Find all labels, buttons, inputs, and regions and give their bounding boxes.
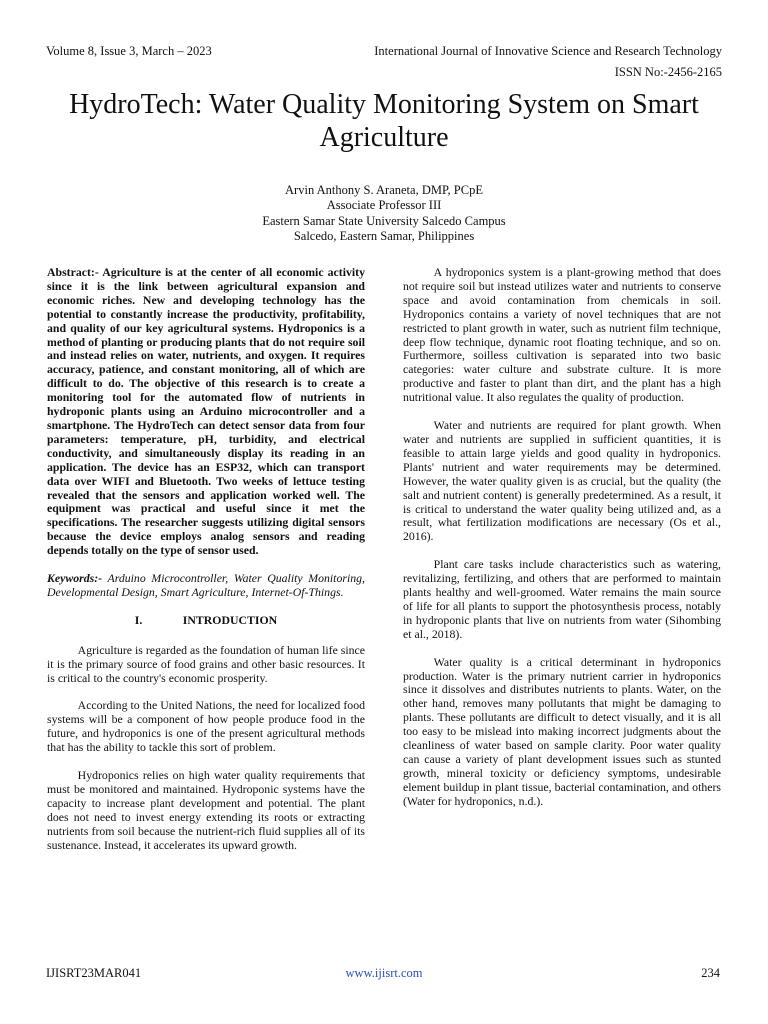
- left-column: [47, 266, 365, 867]
- keywords-label: Keywords:-: [47, 571, 103, 586]
- keywords-text: Arduino Microcontroller, Water Quality Monitoring, Developmental Design, Smart Agriculture, Internet-Of-Things.: [47, 571, 365, 599]
- body-paragraph: Water and nutrients are required for plant growth. When water and nutrients are supplied in sufficient quantities, it is feasible to attain large yields and good quality in hydroponics. Plants' nutrient and water requirements may be determined. However, the water quality given is as crucial, but the quality (the salt and nutrient content) is generally predetermined. As a result, it is critical to understand the water quality being utilized and, as a result, what fertilization modifications are necessary (Os et al., 2016).: [403, 418, 721, 544]
- body-paragraph: Hydroponics relies on high water quality requirements that must be monitored and maintained. Hydroponic systems have the capacity to increase plant development and potential. The plant does not need to invest energy extending its roots or extracting nutrients from soil because the nutrient-rich fluid supplies all of its sustenance. Instead, it accelerates its upward growth.: [47, 768, 365, 852]
- author-block: [100, 183, 668, 245]
- author-position: Associate Professor III: [326, 198, 442, 213]
- page-number: 234: [701, 966, 720, 980]
- abstract: [47, 266, 365, 558]
- section-title: INTRODUCTION: [182, 612, 278, 627]
- journal-volume: Volume 8, Issue 3, March ‒ 2023: [46, 44, 212, 58]
- website-link[interactable]: www.ijisrt.com: [345, 966, 423, 980]
- abstract-label: Abstract:-: [47, 265, 99, 279]
- paper-id: IJISRT23MAR041: [46, 966, 142, 980]
- section-number: I.: [134, 612, 143, 627]
- body-paragraph: According to the United Nations, the need for localized food systems will be a component of how people produce food in the future, and hydroponics is one of the present agricultural methods that has the ability to tackle this sort of problem.: [47, 698, 365, 755]
- keywords: [47, 572, 365, 600]
- author-name: Arvin Anthony S. Araneta, DMP, PCpE: [285, 183, 483, 197]
- section-heading: [47, 614, 365, 628]
- abstract-text: Agriculture is at the center of all economic activity since it is the link between agricultural expansion and economic riches. New and developing technology has the potential to constantly increase the productivity, profitability, and quality of our key agricultural systems. Hydroponics is a method of planting or producing plants that do not require soil and instead relies on water, nutrients, and oxygen. It requires accuracy, patience, and constant monitoring, all of which are difficult to do. The objective of this research is to create a monitoring tool for the automated flow of nutrients in hydroponic plants using an Arduino microcontroller and a smartphone. The HydroTech can detect sensor data from four parameters: temperature, pH, turbidity, and electrical conductivity, and simultaneously display its reading in an application. The device has an ESP32, which can transport data over WIFI and Bluetooth. Two weeks of lettuce testing revealed that the sensors and application worked well. The equipment was practical and useful since it met the specifications. The researcher suggests utilizing digital sensors because the device employs analog sensors and reading depends totally on the type of sensor used.: [47, 265, 365, 558]
- author-institution: Eastern Samar State University Salcedo Campus: [262, 213, 506, 228]
- journal-name: International Journal of Innovative Science and Research Technology: [374, 44, 722, 58]
- body-paragraph: Plant care tasks include characteristics such as watering, revitalizing, fertilizing, and others that are performed to maintain plants healthy and well-groomed. Water remains the main source of life for all plants to support the photosynthesis process, notably in hydroponic plants that live on nutrients from water (Sihombing et al., 2018).: [403, 557, 721, 641]
- author-location: Salcedo, Eastern Samar, Philippines: [293, 229, 475, 244]
- paper-title: HydroTech: Water Quality Monitoring System on Smart Agriculture: [69, 89, 699, 153]
- body-paragraph: Water quality is a critical determinant in hydroponics production. Water is the primary nutrient carrier in hydroponics since it dissolves and distributes nutrients to plants. Water, on the other hand, removes many pollutants that might be damaging to plants. These pollutants are difficult to detect visually, and it is all too easy to be mislead into making incorrect judgments about the cleanliness of water based on sample clarity. Poor water quality can cause a variety of plant development issues such as stunted growth, mineral toxicity or deficiency symptoms, undesirable element buildup in plant tissue, bacterial contamination, and others (Water for hydroponics, n.d.).: [403, 654, 721, 808]
- body-paragraph: Agriculture is regarded as the foundation of human life since it is the primary source of food grains and other basic resources. It is critical to the country's economic prosperity.: [47, 642, 365, 685]
- right-column: [403, 266, 721, 823]
- body-paragraph: A hydroponics system is a plant-growing method that does not require soil but instead utilizes water and nutrients to conserve space and avoid contamination from chemicals in soil. Hydroponics contains a variety of novel techniques that are not restricted to plant growth in water, such as nutrient film technique, deep flow technique, dynamic root floating technique, and so on. Furthermore, soilless cultivation is separated into two basic categories: water culture and substrate culture. It is more productive and faster to plant than dirt, and the plant has a high nutritional value. It also regulates the quality of production.: [403, 265, 721, 405]
- issn: ISSN No:-2456-2165: [614, 65, 722, 79]
